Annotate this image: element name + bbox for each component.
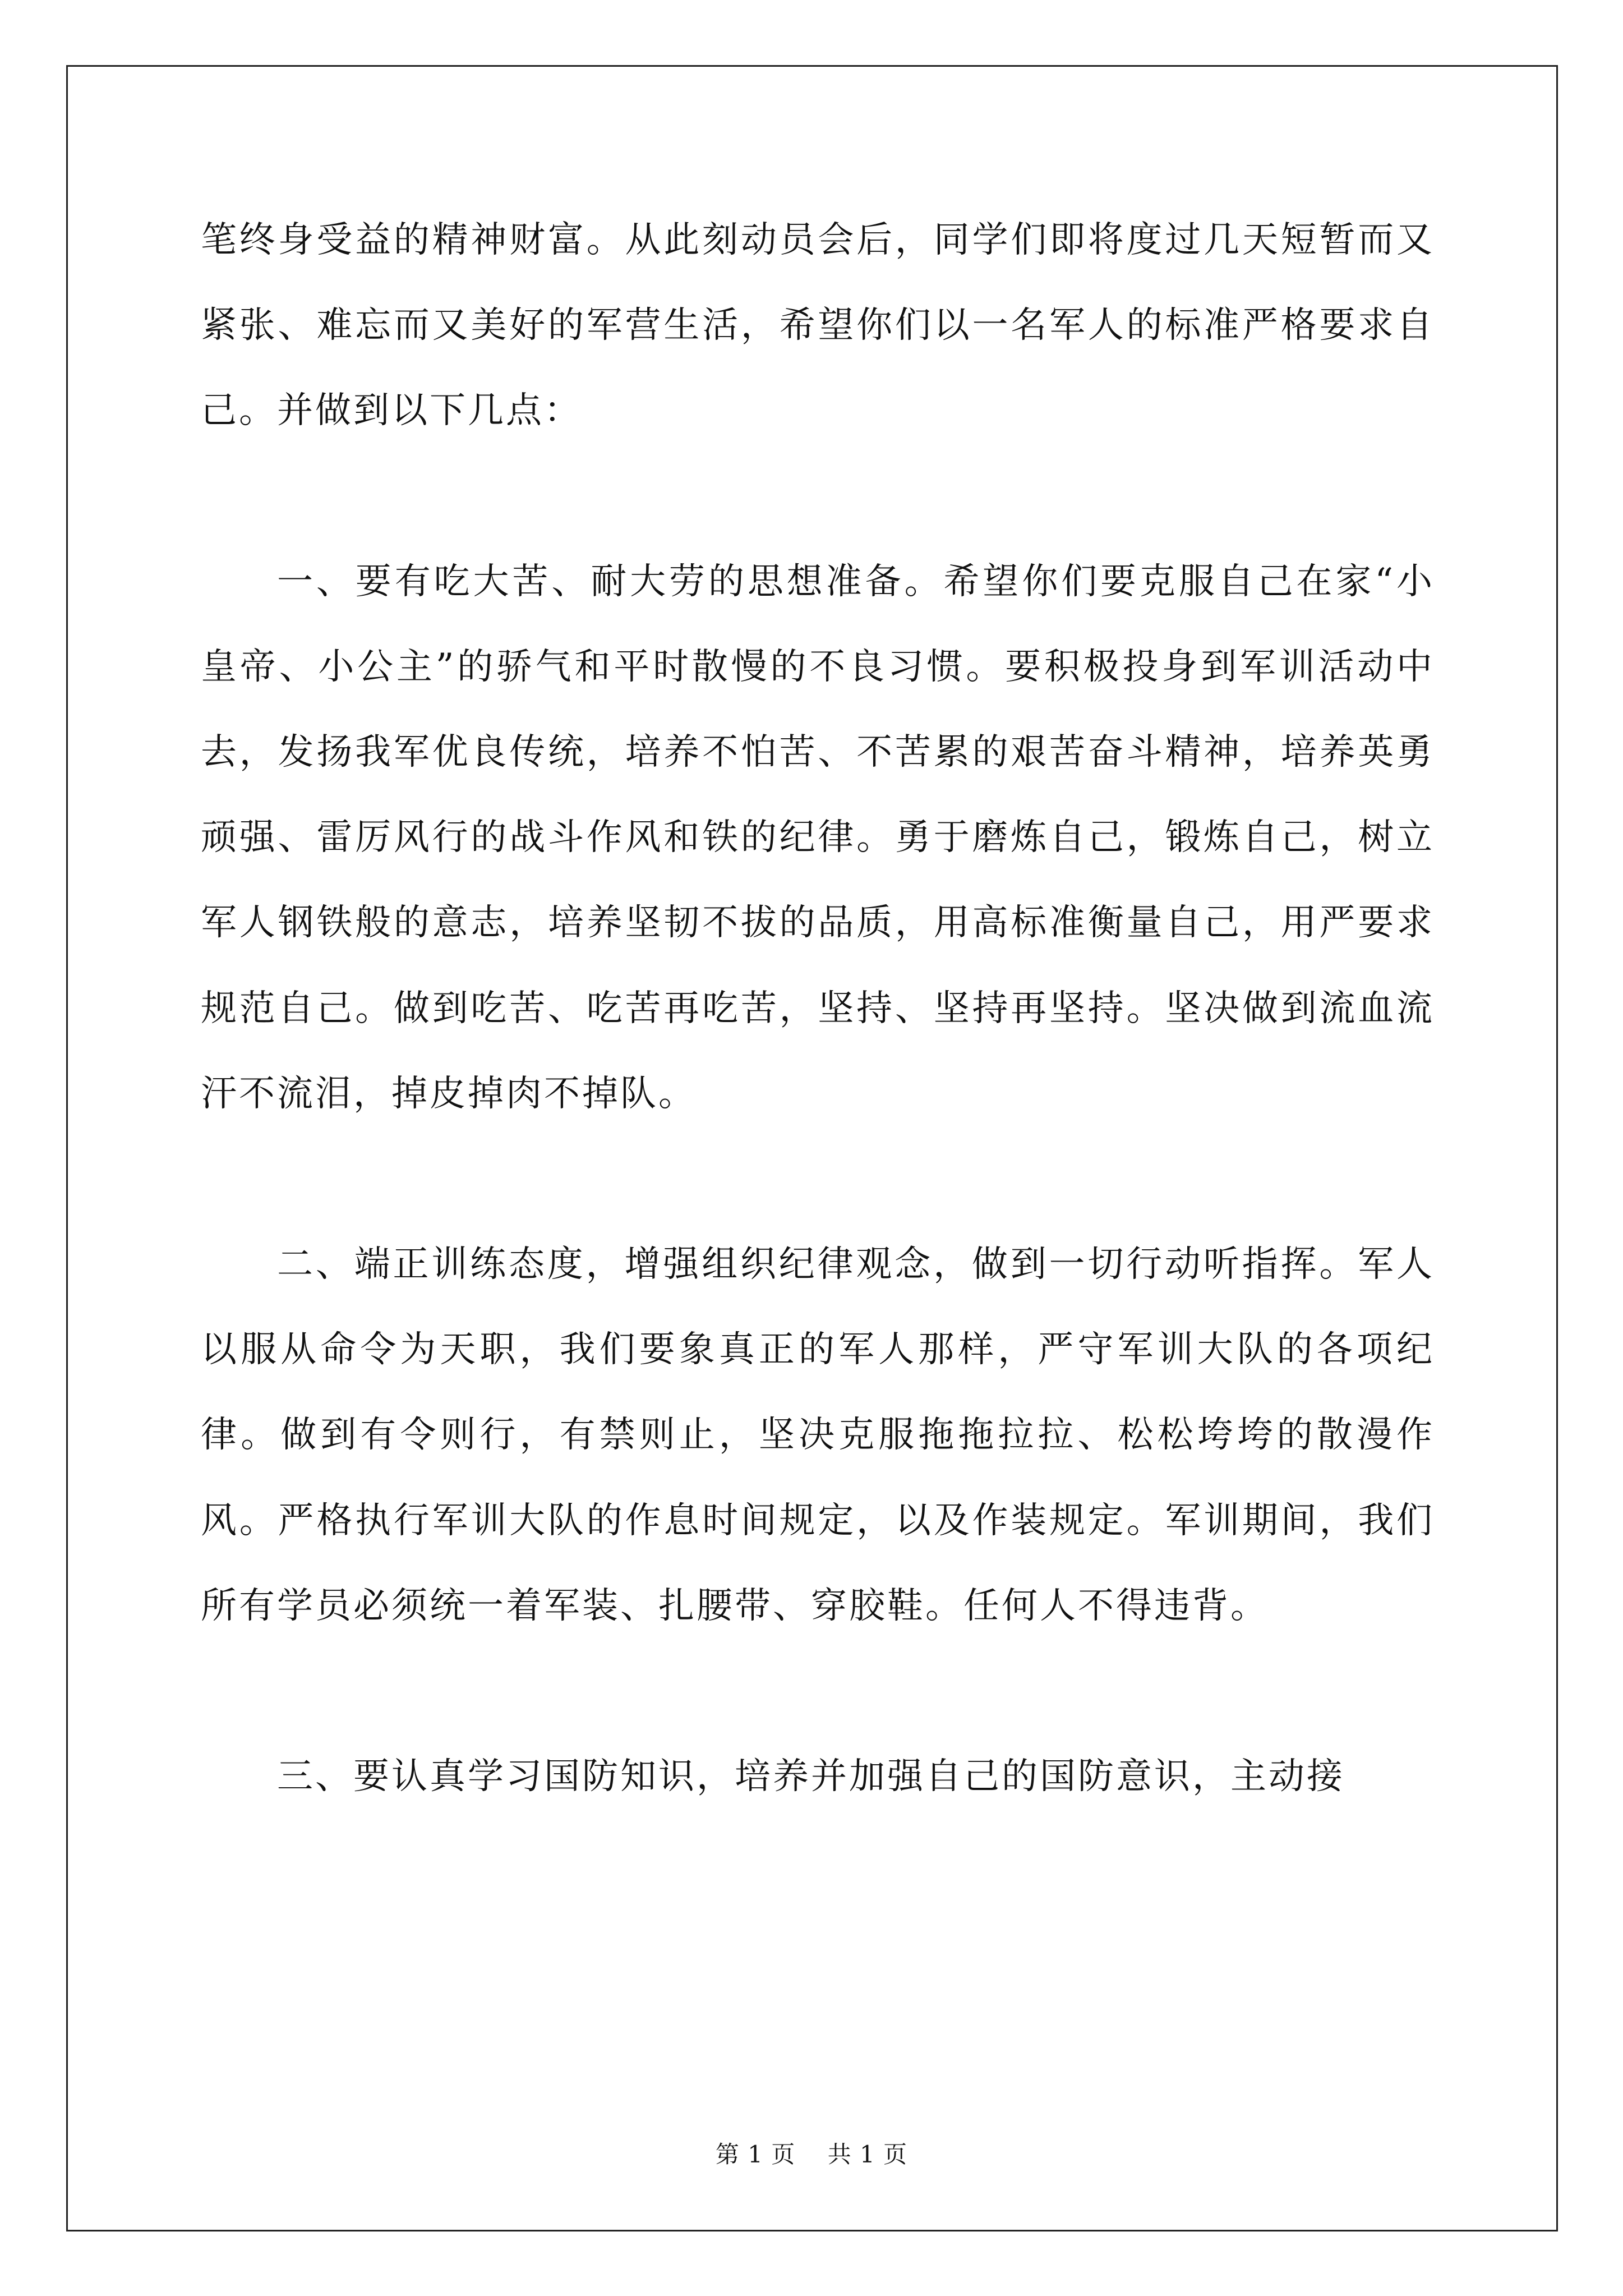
paragraph-continuation: 笔终身受益的精神财富。从此刻动员会后，同学们即将度过几天短暂而又紧张、难忘而又美好的军营生活，希望你们以一名军人的标准严格要求自己。并做到以下几点： — [201, 219, 1435, 432]
document-body — [201, 197, 1435, 1819]
paragraph-point-two: 二、端正训练态度，增强组织纪律观念，做到一切行动听指挥。军人以服从命令为天职，我们要象真正的军人那样，严守军训大队的各项纪律。做到有令则行，有禁则止，坚决克服拖拖拉拉、松松垮垮的散漫作风。严格执行军训大队的作息时间规定，以及作装规定。军训期间，我们所有学员必须统一着军装、扎腰带、穿胶鞋。任何人不得违背。 — [201, 1244, 1435, 1627]
page-number-footer: 第 1 页 共 1 页 — [715, 2141, 908, 2168]
paragraph-point-one: 一、要有吃大苦、耐大劳的思想准备。希望你们要克服自己在家“小皇帝、小公主”的骄气和平时散慢的不良习惯。要积极投身到军训活动中去，发扬我军优良传统，培养不怕苦、不苦累的艰苦奋斗精神，培养英勇顽强、雷厉风行的战斗作风和铁的纪律。勇于磨炼自己，锻炼自己，树立军人钢铁般的意志，培养坚韧不拔的品质，用高标准衡量自己，用严要求规范自己。做到吃苦、吃苦再吃苦，坚持、坚持再坚持。坚决做到流血流汗不流泪，掉皮掉肉不掉队。 — [201, 560, 1435, 1115]
paragraph-point-three: 三、要认真学习国防知识，培养并加强自己的国防意识，主动接 — [277, 1756, 1345, 1798]
